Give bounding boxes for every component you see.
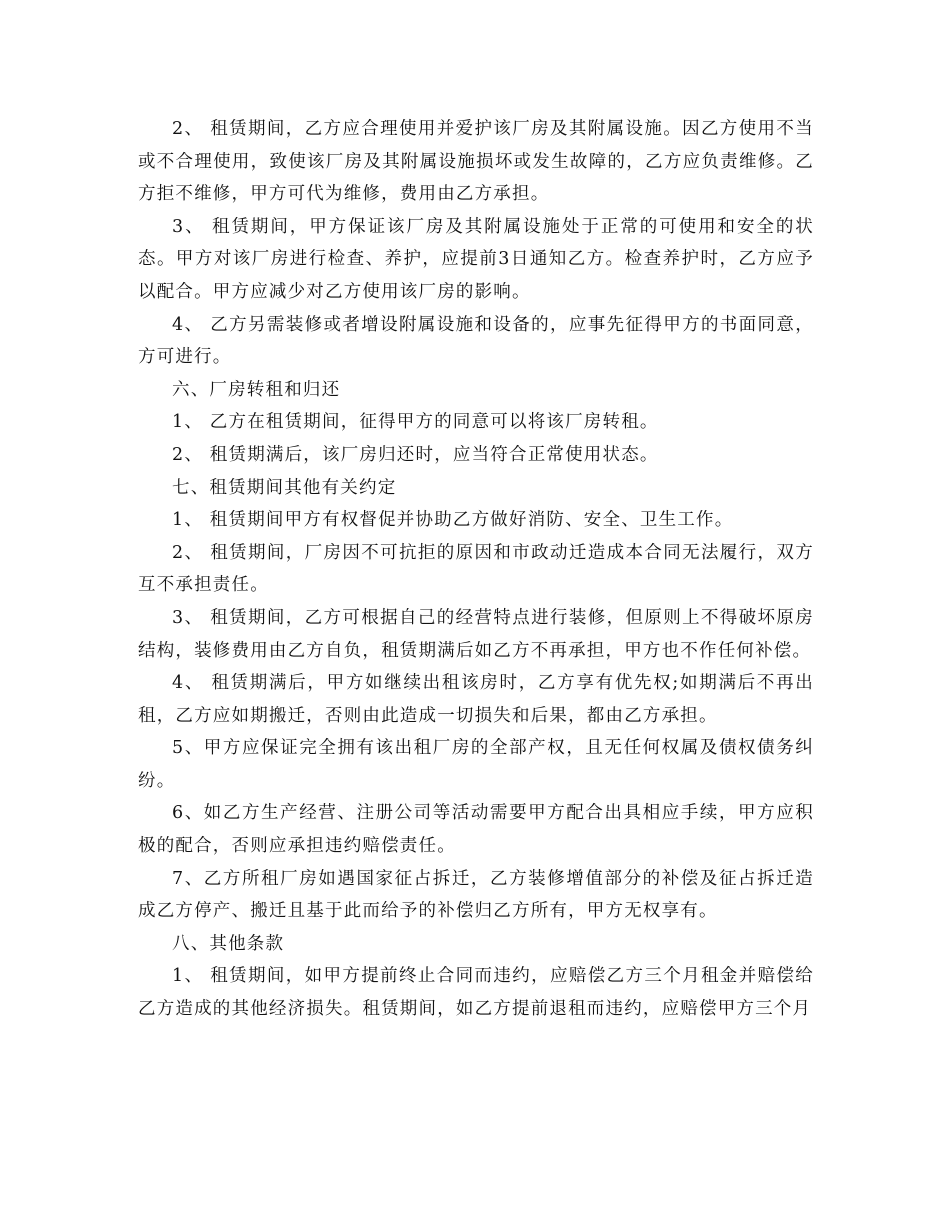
clause-paragraph: 1、 租赁期间甲方有权督促并协助乙方做好消防、安全、卫生工作。 <box>172 510 734 531</box>
clause-paragraph: 7、乙方所租厂房如遇国家征占拆迁，乙方装修增值部分的补偿及征占拆迁造成乙方停产、搬迁且基于此而给予的补偿归乙方所有，甲方无权享有。 <box>138 868 814 922</box>
clause-paragraph: 3、 租赁期间，乙方可根据自己的经营特点进行装修，但原则上不得破坏原房结构，装修费用由乙方自负，租赁期满后如乙方不再承担，甲方也不作任何补偿。 <box>138 607 814 661</box>
clause-paragraph: 1、 租赁期间，如甲方提前终止合同而违约，应赔偿乙方三个月租金并赔偿给乙方造成的其他经济损失。租赁期间，如乙方提前退租而违约，应赔偿甲方三个月 <box>138 966 814 1020</box>
clause-paragraph: 1、 乙方在租赁期间，征得甲方的同意可以将该厂房转租。 <box>172 412 659 433</box>
clause-paragraph: 2、 租赁期间，乙方应合理使用并爱护该厂房及其附属设施。因乙方使用不当或不合理使用，致使该厂房及其附属设施损坏或发生故障的，乙方应负责维修。乙方拒不维修，甲方可代为维修，费用由乙方承担。 <box>138 119 814 205</box>
section-heading: 八、其他条款 <box>172 933 285 954</box>
section-heading: 六、厂房转租和归还 <box>172 379 341 400</box>
clause-paragraph: 5、甲方应保证完全拥有该出租厂房的全部产权，且无任何权属及债权债务纠纷。 <box>138 738 814 791</box>
clause-paragraph: 4、 乙方另需装修或者增设附属设施和设备的，应事先征得甲方的书面同意，方可进行。 <box>138 314 814 368</box>
clause-paragraph: 3、 租赁期间，甲方保证该厂房及其附属设施处于正常的可使用和安全的状态。甲方对该厂房进行检查、养护，应提前3日通知乙方。检查养护时，乙方应予以配合。甲方应减少对乙方使用该厂房的影响。 <box>138 216 814 302</box>
clause-paragraph: 2、 租赁期满后，该厂房归还时，应当符合正常使用状态。 <box>172 444 659 465</box>
clause-paragraph: 4、 租赁期满后，甲方如继续出租该房时，乙方享有优先权;如期满后不再出租，乙方应如期搬迁，否则由此造成一切损失和后果，都由乙方承担。 <box>138 673 814 726</box>
section-heading: 七、租赁期间其他有关约定 <box>172 477 397 498</box>
document-page <box>138 113 814 1026</box>
clause-paragraph: 2、 租赁期间，厂房因不可抗拒的原因和市政动迁造成本合同无法履行，双方互不承担责任。 <box>138 542 814 596</box>
clause-paragraph: 6、如乙方生产经营、注册公司等活动需要甲方配合出具相应手续，甲方应积极的配合，否则应承担违约赔偿责任。 <box>138 803 814 857</box>
